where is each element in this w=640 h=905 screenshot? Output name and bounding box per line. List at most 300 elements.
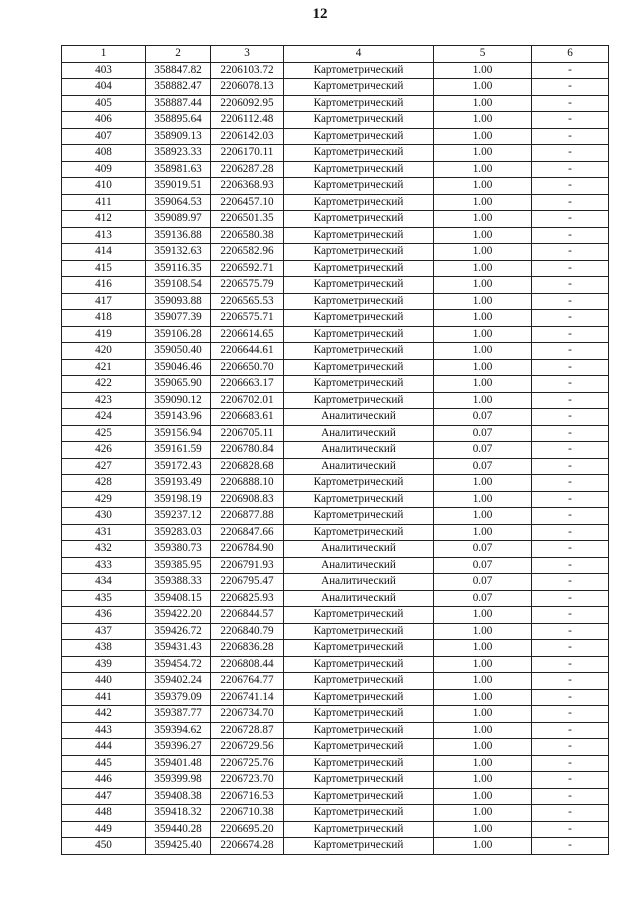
- accuracy-cell: 1.00: [434, 524, 532, 541]
- y-coordinate-cell: 2206702.01: [211, 392, 284, 409]
- column-header: 4: [284, 46, 434, 63]
- x-coordinate-cell: 359283.03: [146, 524, 211, 541]
- point-number-cell: 409: [62, 161, 146, 178]
- point-number-cell: 441: [62, 689, 146, 706]
- y-coordinate-cell: 2206836.28: [211, 640, 284, 657]
- point-number-cell: 430: [62, 508, 146, 525]
- method-cell: Картометрический: [284, 689, 434, 706]
- x-coordinate-cell: 359065.90: [146, 376, 211, 393]
- x-coordinate-cell: 359156.94: [146, 425, 211, 442]
- table-row: [62, 161, 609, 178]
- accuracy-cell: 1.00: [434, 640, 532, 657]
- note-cell: -: [532, 112, 609, 129]
- accuracy-cell: 1.00: [434, 178, 532, 195]
- method-cell: Картометрический: [284, 656, 434, 673]
- note-cell: -: [532, 805, 609, 822]
- x-coordinate-cell: 359193.49: [146, 475, 211, 492]
- x-coordinate-cell: 359090.12: [146, 392, 211, 409]
- method-cell: Картометрический: [284, 376, 434, 393]
- accuracy-cell: 1.00: [434, 194, 532, 211]
- method-cell: Картометрический: [284, 79, 434, 96]
- note-cell: -: [532, 310, 609, 327]
- x-coordinate-cell: 359093.88: [146, 293, 211, 310]
- table-row: [62, 95, 609, 112]
- note-cell: -: [532, 409, 609, 426]
- table-row: [62, 409, 609, 426]
- y-coordinate-cell: 2206287.28: [211, 161, 284, 178]
- y-coordinate-cell: 2206741.14: [211, 689, 284, 706]
- point-number-cell: 420: [62, 343, 146, 360]
- page-number: 12: [312, 6, 328, 22]
- note-cell: -: [532, 343, 609, 360]
- y-coordinate-cell: 2206908.83: [211, 491, 284, 508]
- table-row: [62, 359, 609, 376]
- x-coordinate-cell: 359198.19: [146, 491, 211, 508]
- method-cell: Картометрический: [284, 838, 434, 855]
- method-cell: Картометрический: [284, 739, 434, 756]
- x-coordinate-cell: 359136.88: [146, 227, 211, 244]
- accuracy-cell: 1.00: [434, 475, 532, 492]
- x-coordinate-cell: 359046.46: [146, 359, 211, 376]
- table-row: [62, 112, 609, 129]
- point-number-cell: 424: [62, 409, 146, 426]
- table-row: [62, 739, 609, 756]
- method-cell: Картометрический: [284, 211, 434, 228]
- point-number-cell: 411: [62, 194, 146, 211]
- note-cell: -: [532, 442, 609, 459]
- method-cell: Аналитический: [284, 541, 434, 558]
- note-cell: -: [532, 739, 609, 756]
- table-row: [62, 623, 609, 640]
- x-coordinate-cell: 359396.27: [146, 739, 211, 756]
- method-cell: Картометрический: [284, 178, 434, 195]
- x-coordinate-cell: 359422.20: [146, 607, 211, 624]
- table-header-row: [62, 46, 609, 63]
- note-cell: -: [532, 62, 609, 79]
- accuracy-cell: 1.00: [434, 838, 532, 855]
- point-number-cell: 412: [62, 211, 146, 228]
- note-cell: -: [532, 541, 609, 558]
- table-row: [62, 524, 609, 541]
- y-coordinate-cell: 2206780.84: [211, 442, 284, 459]
- method-cell: Картометрический: [284, 607, 434, 624]
- x-coordinate-cell: 359387.77: [146, 706, 211, 723]
- table-row: [62, 607, 609, 624]
- table-row: [62, 541, 609, 558]
- note-cell: -: [532, 359, 609, 376]
- y-coordinate-cell: 2206674.28: [211, 838, 284, 855]
- y-coordinate-cell: 2206112.48: [211, 112, 284, 129]
- point-number-cell: 442: [62, 706, 146, 723]
- y-coordinate-cell: 2206457.10: [211, 194, 284, 211]
- column-header: 1: [62, 46, 146, 63]
- y-coordinate-cell: 2206847.66: [211, 524, 284, 541]
- x-coordinate-cell: 359108.54: [146, 277, 211, 294]
- point-number-cell: 417: [62, 293, 146, 310]
- method-cell: Картометрический: [284, 673, 434, 690]
- y-coordinate-cell: 2206592.71: [211, 260, 284, 277]
- table-row: [62, 788, 609, 805]
- point-number-cell: 431: [62, 524, 146, 541]
- y-coordinate-cell: 2206723.70: [211, 772, 284, 789]
- x-coordinate-cell: 359408.38: [146, 788, 211, 805]
- point-number-cell: 407: [62, 128, 146, 145]
- method-cell: Картометрический: [284, 722, 434, 739]
- accuracy-cell: 1.00: [434, 244, 532, 261]
- column-header: 2: [146, 46, 211, 63]
- x-coordinate-cell: 359401.48: [146, 755, 211, 772]
- note-cell: -: [532, 574, 609, 591]
- note-cell: -: [532, 491, 609, 508]
- accuracy-cell: 1.00: [434, 673, 532, 690]
- point-number-cell: 426: [62, 442, 146, 459]
- table-row: [62, 557, 609, 574]
- table-row: [62, 376, 609, 393]
- accuracy-cell: 1.00: [434, 772, 532, 789]
- point-number-cell: 404: [62, 79, 146, 96]
- y-coordinate-cell: 2206582.96: [211, 244, 284, 261]
- y-coordinate-cell: 2206078.13: [211, 79, 284, 96]
- accuracy-cell: 1.00: [434, 623, 532, 640]
- accuracy-cell: 1.00: [434, 805, 532, 822]
- method-cell: Аналитический: [284, 409, 434, 426]
- method-cell: Картометрический: [284, 359, 434, 376]
- note-cell: -: [532, 194, 609, 211]
- x-coordinate-cell: 359379.09: [146, 689, 211, 706]
- point-number-cell: 446: [62, 772, 146, 789]
- point-number-cell: 450: [62, 838, 146, 855]
- accuracy-cell: 1.00: [434, 706, 532, 723]
- note-cell: -: [532, 673, 609, 690]
- accuracy-cell: 1.00: [434, 607, 532, 624]
- y-coordinate-cell: 2206828.68: [211, 458, 284, 475]
- note-cell: -: [532, 508, 609, 525]
- table-row: [62, 772, 609, 789]
- x-coordinate-cell: 359399.98: [146, 772, 211, 789]
- note-cell: -: [532, 277, 609, 294]
- table-row: [62, 310, 609, 327]
- table-row: [62, 425, 609, 442]
- accuracy-cell: 1.00: [434, 260, 532, 277]
- x-coordinate-cell: 358882.47: [146, 79, 211, 96]
- note-cell: -: [532, 458, 609, 475]
- point-number-cell: 418: [62, 310, 146, 327]
- note-cell: -: [532, 689, 609, 706]
- method-cell: Аналитический: [284, 590, 434, 607]
- accuracy-cell: 0.07: [434, 442, 532, 459]
- table-row: [62, 574, 609, 591]
- note-cell: -: [532, 161, 609, 178]
- table-row: [62, 260, 609, 277]
- x-coordinate-cell: 359077.39: [146, 310, 211, 327]
- point-number-cell: 438: [62, 640, 146, 657]
- table-row: [62, 706, 609, 723]
- table-row: [62, 590, 609, 607]
- accuracy-cell: 1.00: [434, 310, 532, 327]
- x-coordinate-cell: 358981.63: [146, 161, 211, 178]
- y-coordinate-cell: 2206734.70: [211, 706, 284, 723]
- coordinates-table: [61, 45, 609, 855]
- y-coordinate-cell: 2206877.88: [211, 508, 284, 525]
- point-number-cell: 444: [62, 739, 146, 756]
- method-cell: Картометрический: [284, 343, 434, 360]
- method-cell: Аналитический: [284, 574, 434, 591]
- table-row: [62, 755, 609, 772]
- method-cell: Картометрический: [284, 821, 434, 838]
- y-coordinate-cell: 2206725.76: [211, 755, 284, 772]
- x-coordinate-cell: 359237.12: [146, 508, 211, 525]
- point-number-cell: 432: [62, 541, 146, 558]
- method-cell: Картометрический: [284, 128, 434, 145]
- note-cell: -: [532, 425, 609, 442]
- note-cell: -: [532, 640, 609, 657]
- x-coordinate-cell: 359132.63: [146, 244, 211, 261]
- accuracy-cell: 1.00: [434, 145, 532, 162]
- x-coordinate-cell: 359425.40: [146, 838, 211, 855]
- method-cell: Картометрический: [284, 772, 434, 789]
- x-coordinate-cell: 358895.64: [146, 112, 211, 129]
- accuracy-cell: 1.00: [434, 755, 532, 772]
- y-coordinate-cell: 2206170.11: [211, 145, 284, 162]
- accuracy-cell: 1.00: [434, 227, 532, 244]
- y-coordinate-cell: 2206784.90: [211, 541, 284, 558]
- note-cell: -: [532, 227, 609, 244]
- point-number-cell: 436: [62, 607, 146, 624]
- point-number-cell: 413: [62, 227, 146, 244]
- y-coordinate-cell: 2206844.57: [211, 607, 284, 624]
- method-cell: Картометрический: [284, 112, 434, 129]
- point-number-cell: 414: [62, 244, 146, 261]
- point-number-cell: 428: [62, 475, 146, 492]
- x-coordinate-cell: 358909.13: [146, 128, 211, 145]
- point-number-cell: 421: [62, 359, 146, 376]
- table-row: [62, 508, 609, 525]
- method-cell: Картометрический: [284, 491, 434, 508]
- table-row: [62, 689, 609, 706]
- method-cell: Картометрический: [284, 95, 434, 112]
- point-number-cell: 443: [62, 722, 146, 739]
- table-row: [62, 673, 609, 690]
- y-coordinate-cell: 2206501.35: [211, 211, 284, 228]
- point-number-cell: 416: [62, 277, 146, 294]
- accuracy-cell: 1.00: [434, 343, 532, 360]
- method-cell: Картометрический: [284, 392, 434, 409]
- y-coordinate-cell: 2206795.47: [211, 574, 284, 591]
- point-number-cell: 406: [62, 112, 146, 129]
- note-cell: -: [532, 260, 609, 277]
- accuracy-cell: 1.00: [434, 128, 532, 145]
- y-coordinate-cell: 2206683.61: [211, 409, 284, 426]
- y-coordinate-cell: 2206103.72: [211, 62, 284, 79]
- y-coordinate-cell: 2206716.53: [211, 788, 284, 805]
- accuracy-cell: 1.00: [434, 62, 532, 79]
- note-cell: -: [532, 722, 609, 739]
- note-cell: -: [532, 821, 609, 838]
- table-row: [62, 442, 609, 459]
- y-coordinate-cell: 2206888.10: [211, 475, 284, 492]
- method-cell: Аналитический: [284, 442, 434, 459]
- method-cell: Картометрический: [284, 524, 434, 541]
- point-number-cell: 427: [62, 458, 146, 475]
- point-number-cell: 403: [62, 62, 146, 79]
- point-number-cell: 433: [62, 557, 146, 574]
- y-coordinate-cell: 2206705.11: [211, 425, 284, 442]
- method-cell: Картометрический: [284, 62, 434, 79]
- note-cell: -: [532, 293, 609, 310]
- table-row: [62, 491, 609, 508]
- method-cell: Картометрический: [284, 706, 434, 723]
- x-coordinate-cell: 358923.33: [146, 145, 211, 162]
- note-cell: -: [532, 590, 609, 607]
- accuracy-cell: 1.00: [434, 95, 532, 112]
- x-coordinate-cell: 359394.62: [146, 722, 211, 739]
- note-cell: -: [532, 524, 609, 541]
- accuracy-cell: 1.00: [434, 326, 532, 343]
- note-cell: -: [532, 376, 609, 393]
- x-coordinate-cell: 359019.51: [146, 178, 211, 195]
- table-row: [62, 343, 609, 360]
- point-number-cell: 445: [62, 755, 146, 772]
- table-row: [62, 805, 609, 822]
- x-coordinate-cell: 359418.32: [146, 805, 211, 822]
- table-row: [62, 79, 609, 96]
- note-cell: -: [532, 326, 609, 343]
- table-row: [62, 722, 609, 739]
- method-cell: Картометрический: [284, 293, 434, 310]
- x-coordinate-cell: 359089.97: [146, 211, 211, 228]
- point-number-cell: 408: [62, 145, 146, 162]
- table-row: [62, 326, 609, 343]
- method-cell: Картометрический: [284, 227, 434, 244]
- table-row: [62, 178, 609, 195]
- table-row: [62, 656, 609, 673]
- accuracy-cell: 1.00: [434, 211, 532, 228]
- table-row: [62, 277, 609, 294]
- y-coordinate-cell: 2206614.65: [211, 326, 284, 343]
- y-coordinate-cell: 2206764.77: [211, 673, 284, 690]
- method-cell: Картометрический: [284, 260, 434, 277]
- method-cell: Картометрический: [284, 277, 434, 294]
- method-cell: Картометрический: [284, 310, 434, 327]
- note-cell: -: [532, 788, 609, 805]
- accuracy-cell: 1.00: [434, 821, 532, 838]
- method-cell: Картометрический: [284, 145, 434, 162]
- point-number-cell: 447: [62, 788, 146, 805]
- note-cell: -: [532, 706, 609, 723]
- method-cell: Картометрический: [284, 161, 434, 178]
- point-number-cell: 435: [62, 590, 146, 607]
- note-cell: -: [532, 656, 609, 673]
- x-coordinate-cell: 359388.33: [146, 574, 211, 591]
- table-row: [62, 392, 609, 409]
- y-coordinate-cell: 2206840.79: [211, 623, 284, 640]
- note-cell: -: [532, 475, 609, 492]
- y-coordinate-cell: 2206565.53: [211, 293, 284, 310]
- x-coordinate-cell: 359172.43: [146, 458, 211, 475]
- x-coordinate-cell: 358887.44: [146, 95, 211, 112]
- x-coordinate-cell: 359440.28: [146, 821, 211, 838]
- accuracy-cell: 0.07: [434, 425, 532, 442]
- point-number-cell: 410: [62, 178, 146, 195]
- x-coordinate-cell: 359385.95: [146, 557, 211, 574]
- method-cell: Картометрический: [284, 326, 434, 343]
- method-cell: Картометрический: [284, 640, 434, 657]
- method-cell: Аналитический: [284, 425, 434, 442]
- y-coordinate-cell: 2206808.44: [211, 656, 284, 673]
- accuracy-cell: 1.00: [434, 293, 532, 310]
- table-row: [62, 821, 609, 838]
- accuracy-cell: 1.00: [434, 491, 532, 508]
- accuracy-cell: 1.00: [434, 508, 532, 525]
- y-coordinate-cell: 2206650.70: [211, 359, 284, 376]
- accuracy-cell: 1.00: [434, 79, 532, 96]
- note-cell: -: [532, 838, 609, 855]
- note-cell: -: [532, 211, 609, 228]
- x-coordinate-cell: 359380.73: [146, 541, 211, 558]
- table-row: [62, 244, 609, 261]
- y-coordinate-cell: 2206368.93: [211, 178, 284, 195]
- x-coordinate-cell: 359426.72: [146, 623, 211, 640]
- y-coordinate-cell: 2206092.95: [211, 95, 284, 112]
- table-row: [62, 838, 609, 855]
- accuracy-cell: 0.07: [434, 458, 532, 475]
- table-row: [62, 293, 609, 310]
- method-cell: Картометрический: [284, 623, 434, 640]
- accuracy-cell: 1.00: [434, 722, 532, 739]
- accuracy-cell: 1.00: [434, 112, 532, 129]
- note-cell: -: [532, 145, 609, 162]
- point-number-cell: 434: [62, 574, 146, 591]
- note-cell: -: [532, 178, 609, 195]
- point-number-cell: 425: [62, 425, 146, 442]
- note-cell: -: [532, 623, 609, 640]
- method-cell: Картометрический: [284, 508, 434, 525]
- accuracy-cell: 0.07: [434, 409, 532, 426]
- x-coordinate-cell: 358847.82: [146, 62, 211, 79]
- accuracy-cell: 1.00: [434, 376, 532, 393]
- point-number-cell: 439: [62, 656, 146, 673]
- accuracy-cell: 1.00: [434, 277, 532, 294]
- y-coordinate-cell: 2206710.38: [211, 805, 284, 822]
- y-coordinate-cell: 2206695.20: [211, 821, 284, 838]
- point-number-cell: 422: [62, 376, 146, 393]
- note-cell: -: [532, 128, 609, 145]
- accuracy-cell: 1.00: [434, 392, 532, 409]
- y-coordinate-cell: 2206644.61: [211, 343, 284, 360]
- point-number-cell: 405: [62, 95, 146, 112]
- accuracy-cell: 1.00: [434, 689, 532, 706]
- table-row: [62, 194, 609, 211]
- x-coordinate-cell: 359106.28: [146, 326, 211, 343]
- column-header: 6: [532, 46, 609, 63]
- y-coordinate-cell: 2206729.56: [211, 739, 284, 756]
- note-cell: -: [532, 755, 609, 772]
- note-cell: -: [532, 557, 609, 574]
- y-coordinate-cell: 2206663.17: [211, 376, 284, 393]
- note-cell: -: [532, 95, 609, 112]
- accuracy-cell: 1.00: [434, 359, 532, 376]
- method-cell: Аналитический: [284, 557, 434, 574]
- accuracy-cell: 0.07: [434, 557, 532, 574]
- method-cell: Картометрический: [284, 475, 434, 492]
- x-coordinate-cell: 359408.15: [146, 590, 211, 607]
- y-coordinate-cell: 2206825.93: [211, 590, 284, 607]
- point-number-cell: 423: [62, 392, 146, 409]
- note-cell: -: [532, 244, 609, 261]
- column-header: 5: [434, 46, 532, 63]
- accuracy-cell: 1.00: [434, 788, 532, 805]
- accuracy-cell: 0.07: [434, 574, 532, 591]
